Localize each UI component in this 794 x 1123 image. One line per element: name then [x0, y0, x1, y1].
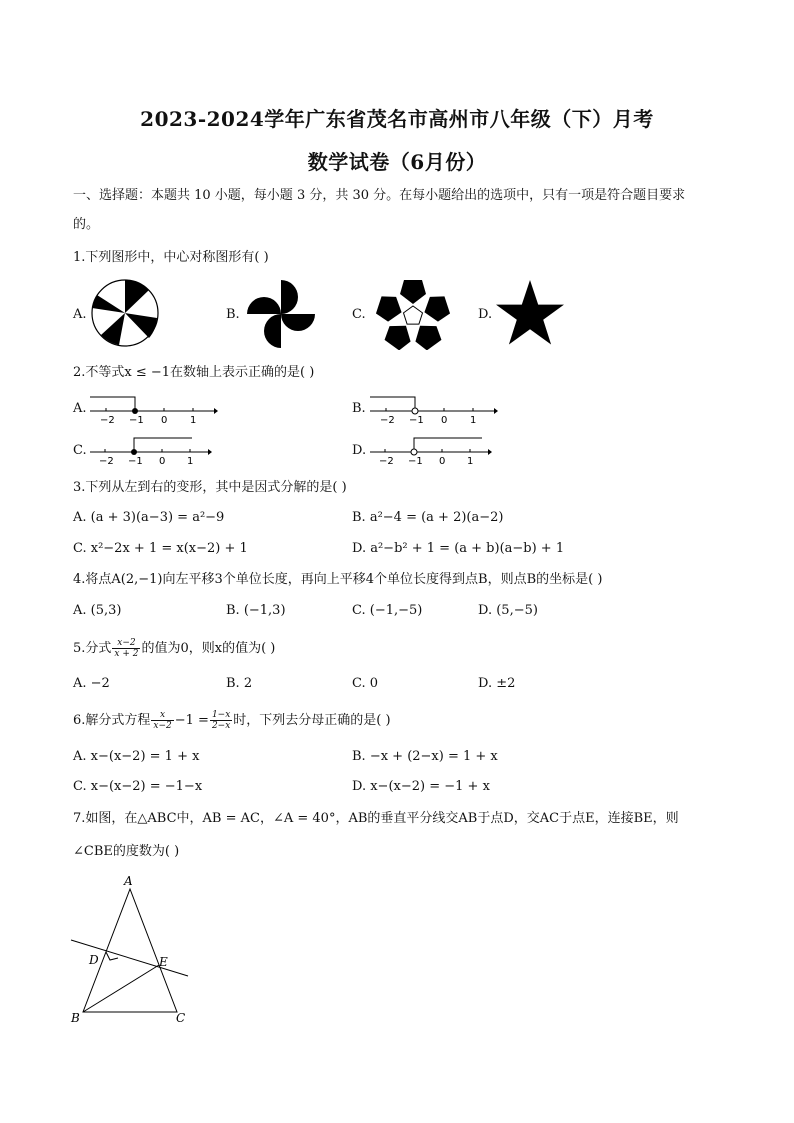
pinwheel-icon: [245, 278, 317, 350]
q2-option-d-label: D.: [352, 443, 367, 458]
q3-option-b: B. a²−4 = (a + 2)(a−2): [352, 510, 504, 525]
page-subtitle: 数学试卷（6月份）: [307, 150, 487, 174]
q6-frac2-denominator: 2−x: [211, 721, 231, 731]
vertex-b-label: B: [71, 1011, 80, 1025]
tick-label: −1: [408, 456, 423, 467]
question-1-stem: 1.下列图形中，中心对称图形有( ): [73, 250, 269, 265]
number-line-d: [368, 432, 498, 468]
section-intro-cont: 的。: [73, 217, 100, 232]
tick-label: −1: [128, 456, 143, 467]
tick-label: 1: [467, 456, 474, 467]
q6-stem-suffix: 时，下列去分母正确的是( ): [233, 713, 391, 728]
q6-option-c: C. x−(x−2) = −1−x: [73, 779, 203, 794]
q6-stem-prefix: 6.解分式方程: [73, 713, 151, 728]
tick-label: −2: [99, 456, 114, 467]
q5-option-b: B. 2: [226, 676, 253, 691]
question-4-stem: 4.将点A(2,−1)向左平移3个单位长度，再向上平移4个单位长度得到点B，则点B的坐标是( ): [73, 572, 603, 587]
tick-label: −2: [379, 456, 394, 467]
tick-label: 0: [159, 456, 166, 467]
q5-stem-suffix: 的值为0，则x的值为( ): [141, 641, 276, 656]
q6-option-d: D. x−(x−2) = −1 + x: [352, 779, 490, 794]
tick-label: −2: [100, 415, 115, 426]
q1-option-a-label: A.: [73, 307, 87, 322]
q1-option-b-label: B.: [226, 307, 240, 322]
q4-option-d: D. (5,−5): [478, 603, 538, 618]
q5-option-c: C. 0: [352, 676, 379, 691]
q6-middle: −1 =: [174, 713, 209, 728]
q5-fraction: [112, 638, 140, 659]
vertex-c-label: C: [176, 1011, 186, 1025]
circle-with-wedges-icon: [89, 278, 161, 348]
tick-label: 1: [187, 456, 194, 467]
number-line-c: [88, 432, 218, 468]
q5-stem-prefix: 5.分式: [73, 641, 112, 656]
section-intro: 一、选择题：本题共 10 小题，每小题 3 分，共 30 分。在每小题给出的选项中，只有一项是符合题目要求: [73, 188, 686, 203]
q3-option-a: A. (a + 3)(a−3) = a²−9: [73, 510, 225, 525]
number-line-b: [368, 391, 498, 427]
question-5-stem: [73, 638, 275, 659]
tick-label: −2: [380, 415, 395, 426]
vertex-a-label: A: [124, 874, 133, 888]
tick-label: 1: [190, 415, 197, 426]
question-7-stem: 7.如图，在△ABC中，AB = AC，∠A = 40°，AB的垂直平分线交AB于点D，交AC于点E，连接BE，则: [73, 811, 679, 826]
q5-option-a: A. −2: [73, 676, 110, 691]
triangle-figure: [66, 872, 196, 1028]
q3-option-d: D. a²−b² + 1 = (a + b)(a−b) + 1: [352, 541, 565, 556]
question-3-stem: 3.下列从左到右的变形，其中是因式分解的是( ): [73, 480, 347, 495]
pentagon-flower-icon: [376, 278, 450, 350]
tick-label: 0: [161, 415, 168, 426]
q5-frac-denominator: x + 2: [114, 649, 139, 659]
tick-label: 0: [439, 456, 446, 467]
question-7-stem-cont: ∠CBE的度数为( ): [73, 844, 180, 859]
question-2-stem: 2.不等式x ≤ −1在数轴上表示正确的是( ): [73, 365, 315, 380]
q5-frac-numerator: x−2: [112, 638, 140, 649]
q6-option-a: A. x−(x−2) = 1 + x: [73, 749, 200, 764]
tick-label: −1: [409, 415, 424, 426]
q4-option-a: A. (5,3): [73, 603, 122, 618]
q2-option-b-label: B.: [352, 401, 366, 416]
q4-option-c: C. (−1,−5): [352, 603, 423, 618]
point-d-label: D: [89, 953, 99, 967]
question-6-stem: [73, 710, 391, 731]
q2-option-a-label: A.: [73, 401, 87, 416]
number-line-a: [88, 391, 218, 427]
q6-frac1-numerator: x: [151, 710, 173, 721]
q6-frac1-denominator: x−2: [153, 721, 172, 731]
q6-fraction-left: [151, 710, 173, 731]
point-e-label: E: [159, 955, 168, 969]
five-point-star-icon: [494, 278, 566, 350]
q6-option-b: B. −x + (2−x) = 1 + x: [352, 749, 498, 764]
q2-option-c-label: C.: [73, 443, 87, 458]
q6-fraction-right: [210, 710, 232, 731]
tick-label: 1: [470, 415, 477, 426]
q6-frac2-numerator: 1−x: [211, 710, 231, 720]
q1-option-c-label: C.: [352, 307, 366, 322]
q4-option-b: B. (−1,3): [226, 603, 286, 618]
page-title: 2023-2024学年广东省茂名市高州市八年级（下）月考: [140, 107, 654, 131]
tick-label: 0: [441, 415, 448, 426]
q1-option-d-label: D.: [478, 307, 493, 322]
q5-option-d: D. ±2: [478, 676, 516, 691]
q3-option-c: C. x²−2x + 1 = x(x−2) + 1: [73, 541, 248, 556]
tick-label: −1: [129, 415, 144, 426]
